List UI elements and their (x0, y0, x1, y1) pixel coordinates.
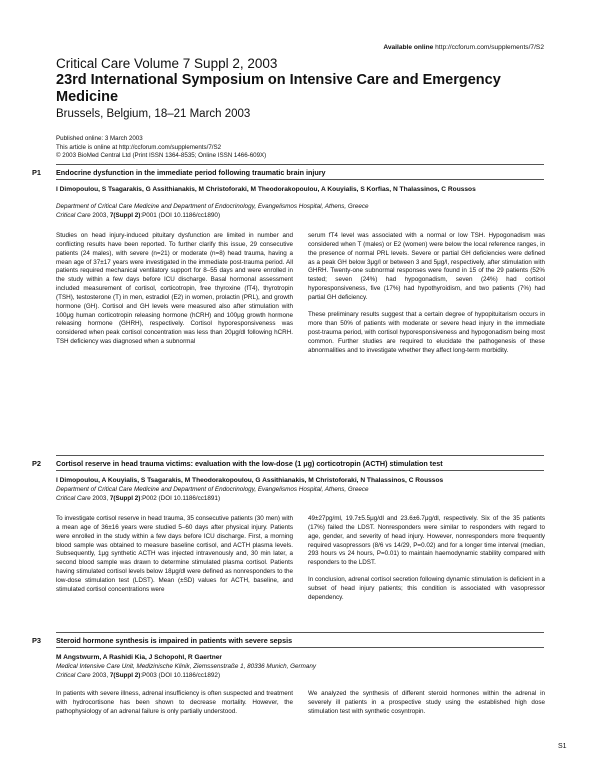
citation-journal: Critical Care (56, 495, 91, 502)
abstract-title: Steroid hormone synthesis is impaired in patients with severe sepsis (56, 636, 293, 645)
abstract-column-left (56, 515, 293, 603)
abstract-number: P2 (32, 459, 42, 468)
citation-doi: :P002 (DOI 10.1186/cc1891) (140, 495, 221, 502)
abstract-number: P3 (32, 636, 42, 645)
section-divider (56, 647, 544, 648)
abstract-title: Endocrine dysfunction in the immediate period following traumatic brain injury (56, 168, 326, 177)
abstract-number: P1 (32, 168, 42, 177)
abstract-affiliation: Department of Critical Care Medicine and Department of Endocrinology, Evangelismos Hospital, Athens, Greece (56, 486, 369, 493)
citation-doi: :P003 (DOI 10.1186/cc1892) (140, 672, 221, 679)
copyright-line: © 2003 BioMed Central Ltd (Print ISSN 1364-8535; Online ISSN 1466-609X) (56, 152, 267, 160)
citation-journal: Critical Care (56, 212, 91, 219)
paragraph: 49±27pg/ml, 19.7±5.5μg/dl and 23.6±6.7μg/dl, respectively. Six of the 35 patients (17%) failed the LDST. Nonresponders were similar to responders with regard to age, gender, and severity of head injury. However, nonresponders more frequently required vasopressors (8/6 vs 14/29, P=0.02) and for a longer time interval (median, 293 hours vs 24 hours, P=0.01) to maintain haemodynamic stability compared with responders to the LDST. (308, 515, 545, 567)
abstract-title: Cortisol reserve in head trauma victims: evaluation with the low-dose (1 μg) corticotropin (ACTH) stimulation test (56, 459, 443, 468)
section-divider (56, 164, 544, 165)
abstract-column-left (56, 232, 293, 355)
publication-info (56, 135, 266, 161)
citation-volume: 7(Suppl 2) (109, 495, 141, 502)
paragraph: We analyzed the synthesis of different steroid hormones within the adrenal in severely ill patients in a prospective study using the established high dose stimulation test with synthetic cosyntropin. (308, 690, 545, 715)
abstract-authors: I Dimopoulou, A Kouyialis, S Tsagarakis, M Theodorakopoulou, G Assithianakis, M Christoforaki, N Thalassinos, C Roussos (56, 477, 444, 484)
published-date: Published online: 3 March 2003 (56, 135, 143, 142)
citation-volume: 7(Suppl 2) (109, 672, 141, 679)
section-divider (56, 179, 544, 180)
section-divider (56, 632, 544, 633)
page-number: S1 (558, 743, 567, 750)
abstract-column-right (308, 690, 545, 725)
paragraph: These preliminary results suggest that a certain degree of hypopituitarism occurs in more than 50% of patients with moderate or severe head injury in the immediate post-trauma period, with cortisol hyporesponsiveness and hypogonadism being most common. Further studies are required to elucidate the pathogenesis of these abnormalities and to investigate whether they affect long-term morbidity. (308, 311, 545, 354)
section-divider (56, 455, 544, 456)
abstract-affiliation: Department of Critical Care Medicine and Department of Endocrinology, Evangelismos Hospital, Athens, Greece (56, 203, 369, 210)
symposium-title: 23rd International Symposium on Intensive Care and Emergency Medicine (56, 72, 501, 105)
paragraph: In patients with severe illness, adrenal insufficiency is often suspected and treatment with hydrocortisone has been shown to decrease mortality. However, the pathophysiology of an adrenal failure is only partially understood. (56, 690, 293, 715)
article-url-line: This article is online at http://ccforum.com/supplements/7/S2 (56, 143, 222, 151)
paragraph: Studies on head injury-induced pituitary dysfunction are limited in number and conflicting results have been reported. To further clarify this issue, 29 consecutive patients (24 males), with severe (n=21) or moderate (n=8) head trauma, having a mean age of 37±17 years were investigated in the immediate post-trauma period. All patients required mechanical ventilatory support for 8–55 days and were enrolled in the study within a few days before ICU discharge. Basal hormonal assessment included measurement of cortisol, corticotropin, free thyroxine (fT4), thyrotropin (TSH), testosterone (T) in men, estradiol (E2) in women, prolactin (PRL), and growth hormone (GH). Cortisol and GH levels were measured also after stimulation with 100μg human corticotropin releasing hormone (hCRH) and 100μg growth hormone releasing hormone (GHRH), respectively. Cortisol hyporesponsiveness was considered when peak cortisol concentration was less than 20μg/dl following hCRH. TSH deficiency was diagnosed when a subnormal (56, 232, 293, 346)
citation-doi: :P001 (DOI 10.1186/cc1890) (140, 212, 221, 219)
paragraph: serum fT4 level was associated with a normal or low TSH. Hypogonadism was considered when T (males) or E2 (women) were below the local reference ranges, in the presence of normal PRL levels. Severe or partial GH deficiencies were defined as a peak GH below 3μg/l or between 3 and 5μg/l, respectively, after stimulation with GHRH. Twenty-one subnormal responses were found in 15 of the 29 patients (52% tested; seven (24%) had hypogonadism, seven (24%) had cortisol hyporesponsiveness, five (17%) had hypothyroidism, and two patients (7%) had partial GH deficiency. (308, 232, 545, 301)
location-dates: Brussels, Belgium, 18–21 March 2003 (56, 108, 251, 120)
abstract-authors: I Dimopoulou, S Tsagarakis, G Assithianakis, M Christoforaki, M Theodorakopoulou, A Kouyialis, S Korfias, N Thalassinos, C Roussos (56, 186, 476, 193)
abstract-affiliation: Medical Intensive Care Unit, Medizinische Klinik, Ziemssenstraße 1, 80336 Munich, Germany (56, 663, 317, 670)
abstract-citation (56, 495, 220, 504)
abstract-citation (56, 212, 220, 221)
paragraph: In conclusion, adrenal cortisol secretion following dynamic stimulation is deficient in a subset of head injury patients; this condition is associated with vasopressor dependency. (308, 576, 545, 602)
citation-year: 2003, (90, 495, 110, 502)
abstract-column-right (308, 232, 545, 364)
abstract-column-right (308, 515, 545, 611)
citation-journal: Critical Care (56, 672, 91, 679)
citation-year: 2003, (90, 672, 110, 679)
journal-line: Critical Care Volume 7 Suppl 2, 2003 (56, 56, 278, 71)
abstract-authors: M Angstwurm, A Rashidi Kia, J Schopohl, R Gaertner (56, 654, 222, 661)
citation-volume: 7(Suppl 2) (109, 212, 141, 219)
citation-year: 2003, (90, 212, 110, 219)
availability-line (383, 44, 544, 51)
available-url[interactable]: http://ccforum.com/supplements/7/S2 (435, 44, 544, 51)
paragraph: To investigate cortisol reserve in head trauma, 35 consecutive patients (30 men) with a mean age of 36±16 years were studied 5–60 days after physical injury. Patients were enrolled in the study within a few days before ICU discharge. First, a morning blood sample was obtained to measure baseline cortisol, and ACTH plasma levels. Subsequently, 1μg synthetic ACTH was injected intravenously and, 30 min later, a second blood sample was drawn to determine stimulated plasma cortisol. Patients having stimulated cortisol levels below 18μg/dl were defined as nonresponders to the low-dose stimulation test (LDST). Mean (±SD) values for ACTH, baseline, and stimulated cortisol concentrations were (56, 515, 293, 593)
section-divider (56, 470, 544, 471)
abstract-column-left (56, 690, 293, 725)
available-label: Available online (383, 44, 434, 51)
abstract-citation (56, 672, 220, 681)
